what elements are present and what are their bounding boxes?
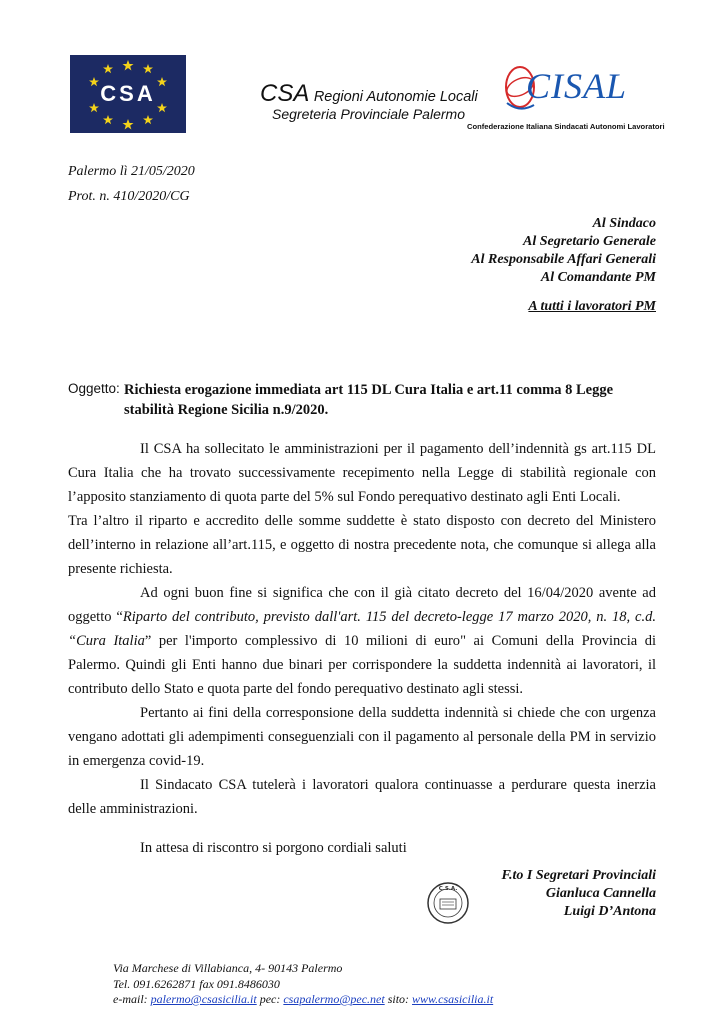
footer-contacts [113, 992, 493, 1007]
footer-site-link[interactable]: www.csasicilia.it [412, 992, 494, 1006]
footer-site-label: sito: [387, 992, 410, 1006]
signature-title: F.to I Segretari Provinciali [501, 868, 656, 883]
stamp-text: C.S.A. [438, 886, 458, 892]
protocol-number: Prot. n. 410/2020/CG [68, 189, 190, 204]
subject-label: Oggetto: [68, 381, 120, 396]
cisal-logo-text: CISAL [526, 66, 628, 106]
p3-end: " ai Comuni della Provincia di Palermo. Quindi gli Enti hanno due binari per corrispondere la suddetta indennità ai lavoratori, il contributo dello Stato e quota parte del fondo perequativo destinato agli stessi. [68, 633, 657, 697]
recipient-affari-generali: Al Responsabile Affari Generali [471, 252, 656, 267]
paragraph-1: Il CSA ha sollecitato le amministrazioni per il pagamento dell’indennità gs art.115 DL Cura Italia che ha trovato successivamente recepimento nella Legge di stabilità regionale con l’apposito stanziamento di quota parte del 5% sul Fondo perequativo destinato agli Enti Locali. [68, 441, 656, 505]
org-name [260, 80, 478, 108]
footer-pec-label: pec: [259, 992, 281, 1006]
p3-decree-title: Riparto del contributo, previsto dall'art. 115 del decreto-legge 17 marzo 2020, n. 18, c.d. “Cura Italia [68, 609, 656, 649]
csa-logo [70, 55, 186, 133]
recipient-segretario: Al Segretario Generale [523, 234, 656, 249]
union-stamp [426, 881, 470, 925]
recipient-all-workers: A tutti i lavoratori PM [528, 299, 656, 314]
paragraph-4: Pertanto ai fini della corresponsione della suddetta indennità si chiede che con urgenza vengano adottati gli adempimenti conseguenziali con il pagamento al personale della PM in servizio in emergenza covid-19. [68, 705, 656, 769]
footer-address: Via Marchese di Villabianca, 4- 90143 Palermo [113, 961, 343, 975]
footer-email-label: e-mail: [113, 992, 148, 1006]
paragraph-3 [68, 581, 656, 701]
org-subtitle: Segreteria Provinciale Palermo [272, 106, 465, 122]
footer-phone: Tel. 091.6262871 fax 091.8486030 [113, 977, 280, 991]
footer-email-link[interactable]: palermo@csasicilia.it [150, 992, 257, 1006]
closing-salutation: In attesa di riscontro si porgono cordiali saluti [140, 840, 407, 856]
paragraph-2: Tra l’altro il riparto e accredito delle somme suddette è stato disposto con decreto del Ministero dell’interno in relazione all’art.115, e oggetto di nostra precedente nota, che comunque si allega alla presente richiesta. [68, 513, 656, 577]
footer-pec-link[interactable]: csapalermo@pec.net [283, 992, 385, 1006]
p3-intro: Ad ogni buon fine si significa che con il già citato decreto del 16/04/2020 avente ad oggetto “ [68, 585, 656, 625]
p3-middle: ” per l'importo complessivo di 10 milioni di euro [144, 633, 461, 649]
recipient-comandante: Al Comandante PM [540, 270, 656, 285]
signature-name-2: Luigi D’Antona [563, 904, 656, 919]
csa-logo-text: CSA [100, 81, 156, 106]
letter-date: Palermo lì 21/05/2020 [68, 164, 195, 179]
org-name-rest: Regioni Autonomie Locali [313, 89, 478, 105]
subject-text: Richiesta erogazione immediata art 115 DL Cura Italia e art.11 comma 8 Legge stabilità Regione Sicilia n.9/2020. [124, 382, 614, 418]
cisal-fullname: Confederazione Italiana Sindacati Autonomi Lavoratori [467, 122, 665, 131]
paragraph-5: Il Sindacato CSA tutelerà i lavoratori qualora continuasse a perdurare questa inerzia delle amministrazioni. [68, 777, 656, 817]
letter-body [68, 437, 656, 821]
signature-name-1: Gianluca Cannella [545, 886, 656, 901]
org-name-big: CSA [260, 80, 310, 107]
recipient-sindaco: Al Sindaco [592, 216, 656, 231]
